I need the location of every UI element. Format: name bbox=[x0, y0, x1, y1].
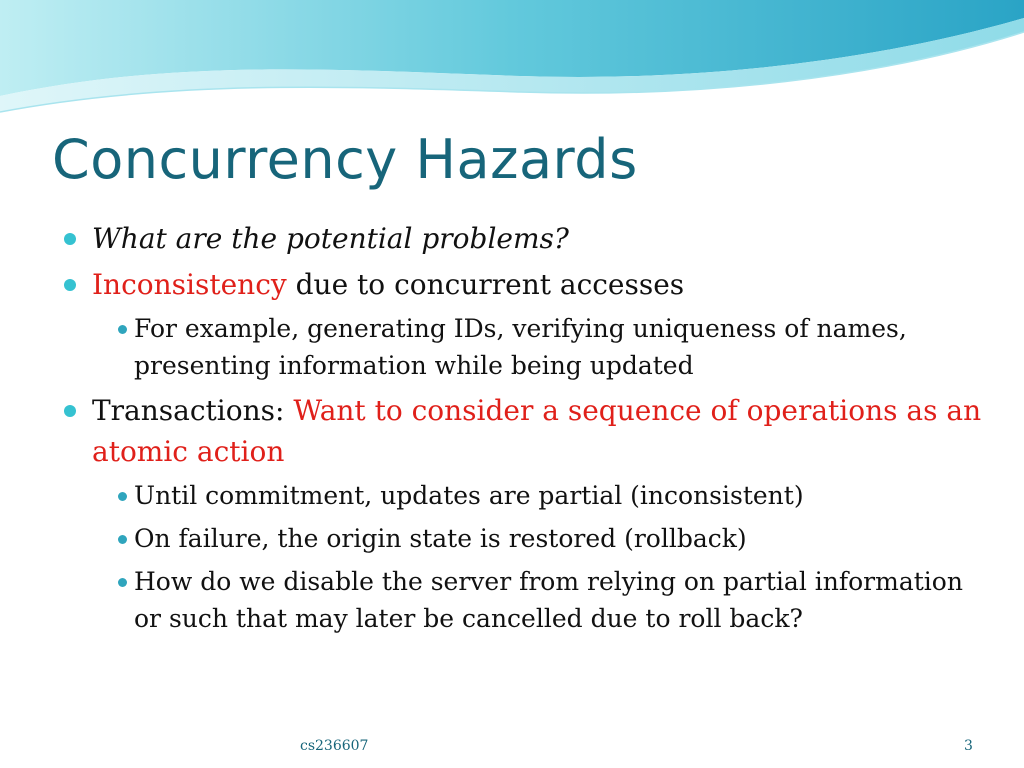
sub-bullet-dot-icon bbox=[118, 578, 127, 587]
bullet-2-sub-1-text: For example, generating IDs, verifying uniqueness of names, presenting information while being updated bbox=[134, 314, 907, 380]
bullet-3-sub-3-text: How do we disable the server from relying on partial information or such that may later be cancelled due to roll back? bbox=[134, 567, 963, 633]
bullet-3-sub-1-text: Until commitment, updates are partial (inconsistent) bbox=[134, 481, 804, 510]
bullet-3-sub-3 bbox=[118, 563, 982, 637]
slide-title: Concurrency Hazards bbox=[52, 128, 638, 191]
bullet-1 bbox=[62, 218, 982, 259]
sub-bullet-dot-icon bbox=[118, 535, 127, 544]
header-wave-decoration bbox=[0, 0, 1024, 130]
bullet-2-sub-1 bbox=[118, 310, 982, 384]
bullet-3-sub-1 bbox=[118, 477, 982, 514]
bullet-1-text: What are the potential problems? bbox=[92, 222, 569, 255]
bullet-dot-icon bbox=[64, 233, 76, 245]
bullet-2-highlight: Inconsistency bbox=[92, 268, 287, 301]
bullet-2-text: due to concurrent accesses bbox=[295, 268, 685, 301]
slide-body bbox=[62, 218, 982, 643]
bullet-dot-icon bbox=[64, 279, 76, 291]
footer-page-number: 3 bbox=[964, 738, 973, 754]
bullet-3 bbox=[62, 390, 982, 472]
bullet-3-prefix: Transactions: bbox=[92, 394, 285, 427]
footer-course: cs236607 bbox=[300, 738, 369, 754]
bullet-dot-icon bbox=[64, 405, 76, 417]
bullet-2 bbox=[62, 264, 982, 305]
bullet-3-sub-2-text: On failure, the origin state is restored (rollback) bbox=[134, 524, 747, 553]
bullet-3-highlight: Want to consider a sequence of operations as an atomic action bbox=[92, 394, 982, 468]
sub-bullet-dot-icon bbox=[118, 492, 127, 501]
sub-bullet-dot-icon bbox=[118, 325, 127, 334]
bullet-3-sub-2 bbox=[118, 520, 982, 557]
